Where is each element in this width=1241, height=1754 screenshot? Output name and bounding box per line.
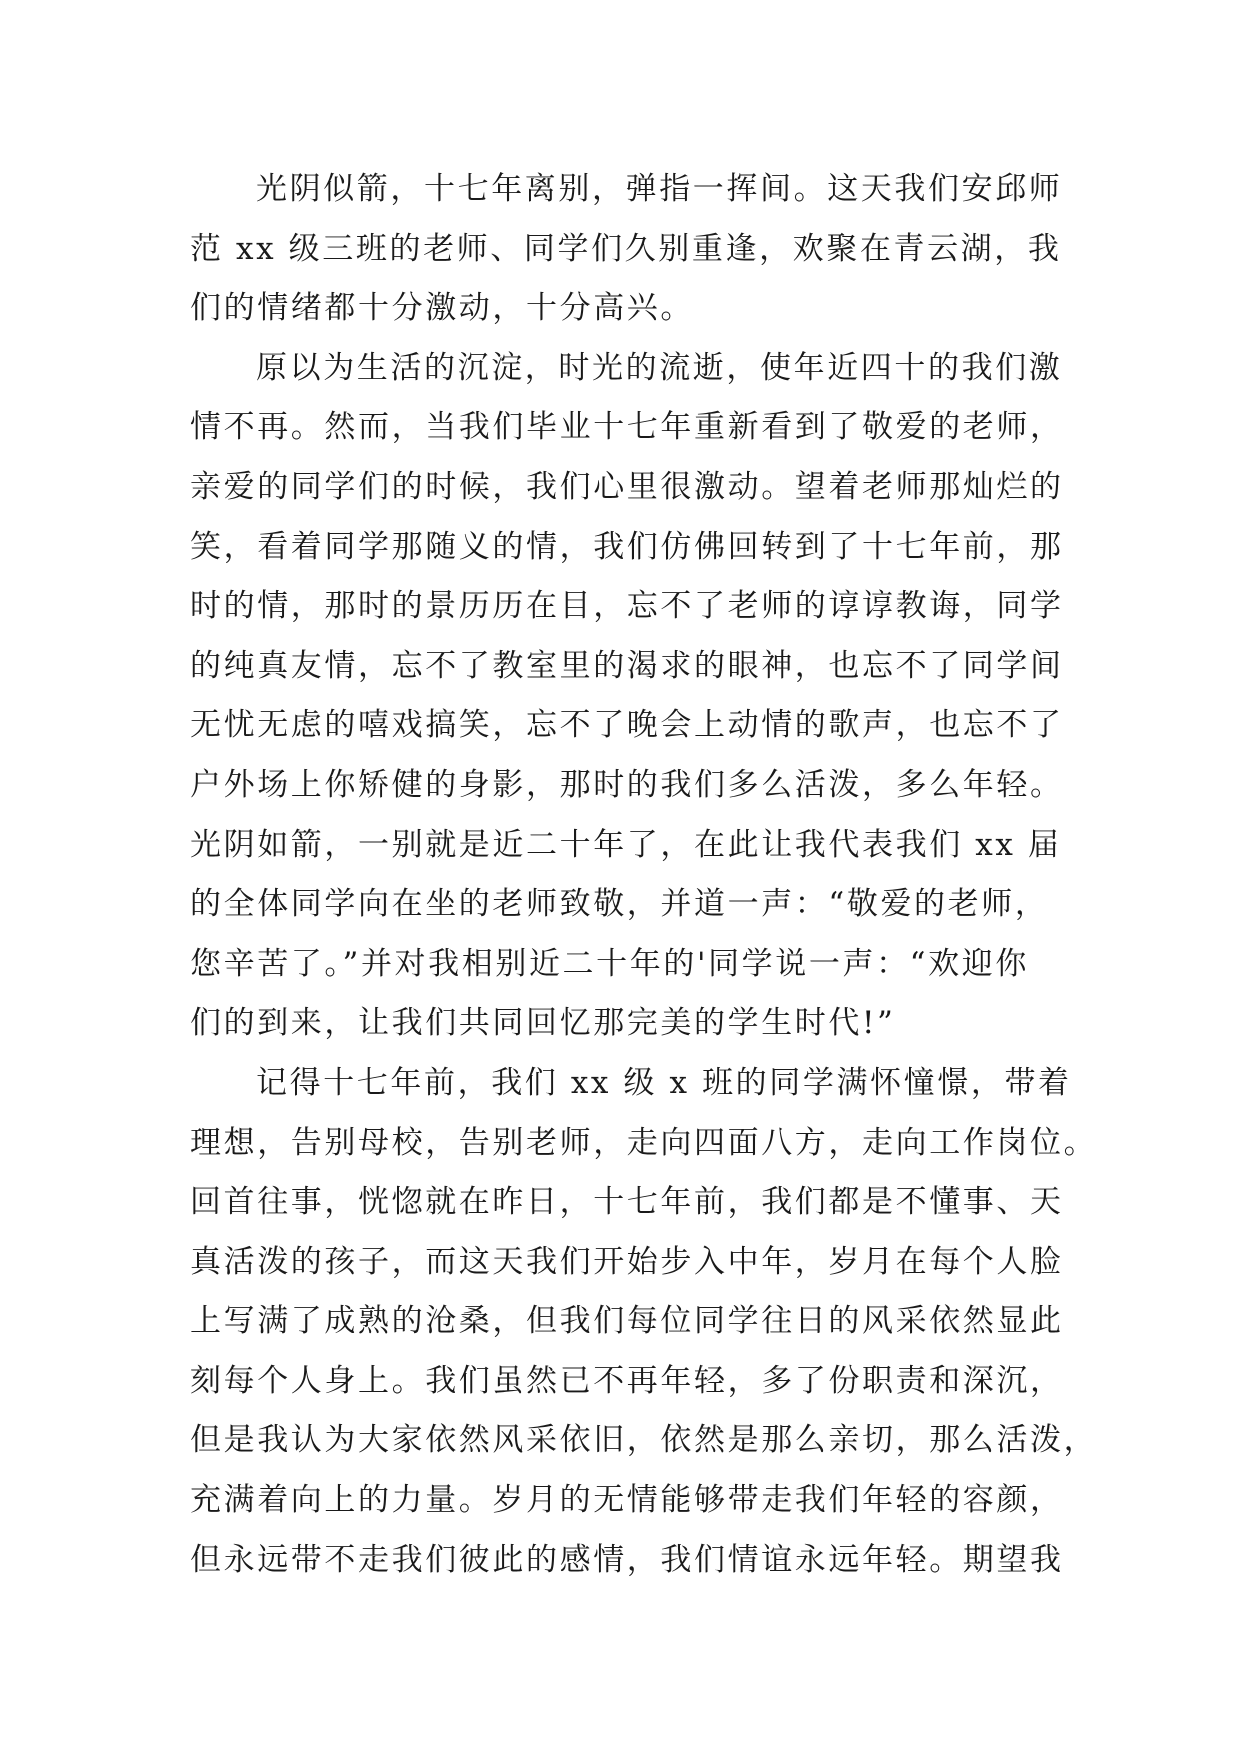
text-line: 的纯真友情，忘不了教室里的渴求的眼神，也忘不了同学间 bbox=[190, 647, 1064, 684]
document-body bbox=[190, 160, 1098, 1590]
text-line: 记得十七年前，我们 xx 级 x 班的同学满怀憧憬，带着 bbox=[256, 1064, 1072, 1101]
text-line: 上写满了成熟的沧桑，但我们每位同学往日的风采依然显此 bbox=[190, 1303, 1064, 1340]
text-line: 真活泼的孩子，而这天我们开始步入中年，岁月在每个人脸 bbox=[190, 1243, 1064, 1280]
text-line: 充满着向上的力量。岁月的无情能够带走我们年轻的容颜， bbox=[190, 1482, 1064, 1519]
text-line: 但永远带不走我们彼此的感情，我们情谊永远年轻。期望我 bbox=[190, 1541, 1064, 1578]
text-line: 原以为生活的沉淀，时光的流逝，使年近四十的我们激 bbox=[256, 349, 1063, 386]
text-line: 笑，看着同学那随义的情，我们仿佛回转到了十七年前，那 bbox=[190, 528, 1064, 565]
text-line: 亲爱的同学们的时候，我们心里很激动。望着老师那灿烂的 bbox=[190, 468, 1064, 505]
text-line: 您辛苦了。”并对我相别近二十年的'同学说一声：“欢迎你 bbox=[190, 945, 1029, 982]
text-line: 无忧无虑的嘻戏搞笑，忘不了晚会上动情的歌声，也忘不了 bbox=[190, 707, 1064, 744]
text-line: 户外场上你矫健的身影，那时的我们多么活泼，多么年轻。 bbox=[190, 766, 1064, 803]
text-line: 刻每个人身上。我们虽然已不再年轻，多了份职责和深沉， bbox=[190, 1362, 1064, 1399]
text-line: 们的到来，让我们共同回忆那完美的学生时代!” bbox=[190, 1005, 896, 1042]
text-line: 光阴似箭，十七年离别，弹指一挥间。这天我们安邱师 bbox=[256, 171, 1063, 207]
text-line: 的全体同学向在坐的老师致敬，并道一声：“敬爱的老师， bbox=[190, 886, 1049, 923]
text-line: 光阴如箭，一别就是近二十年了，在此让我代表我们 xx 届 bbox=[190, 826, 1062, 863]
text-line: 但是我认为大家依然风采依旧，依然是那么亲切，那么活泼， bbox=[190, 1422, 1098, 1459]
text-line: 情不再。然而，当我们毕业十七年重新看到了敬爱的老师， bbox=[190, 409, 1064, 446]
text-line: 们的情绪都十分激动，十分高兴。 bbox=[190, 290, 694, 327]
text-line: 范 xx 级三班的老师、同学们久别重逢，欢聚在青云湖，我 bbox=[190, 230, 1062, 267]
text-line: 回首往事，恍惚就在昨日，十七年前，我们都是不懂事、天 bbox=[190, 1184, 1064, 1221]
text-line: 理想，告别母校，告别老师，走向四面八方，走向工作岗位。 bbox=[190, 1124, 1098, 1161]
text-line: 时的情，那时的景历历在目，忘不了老师的谆谆教诲，同学 bbox=[190, 588, 1064, 625]
